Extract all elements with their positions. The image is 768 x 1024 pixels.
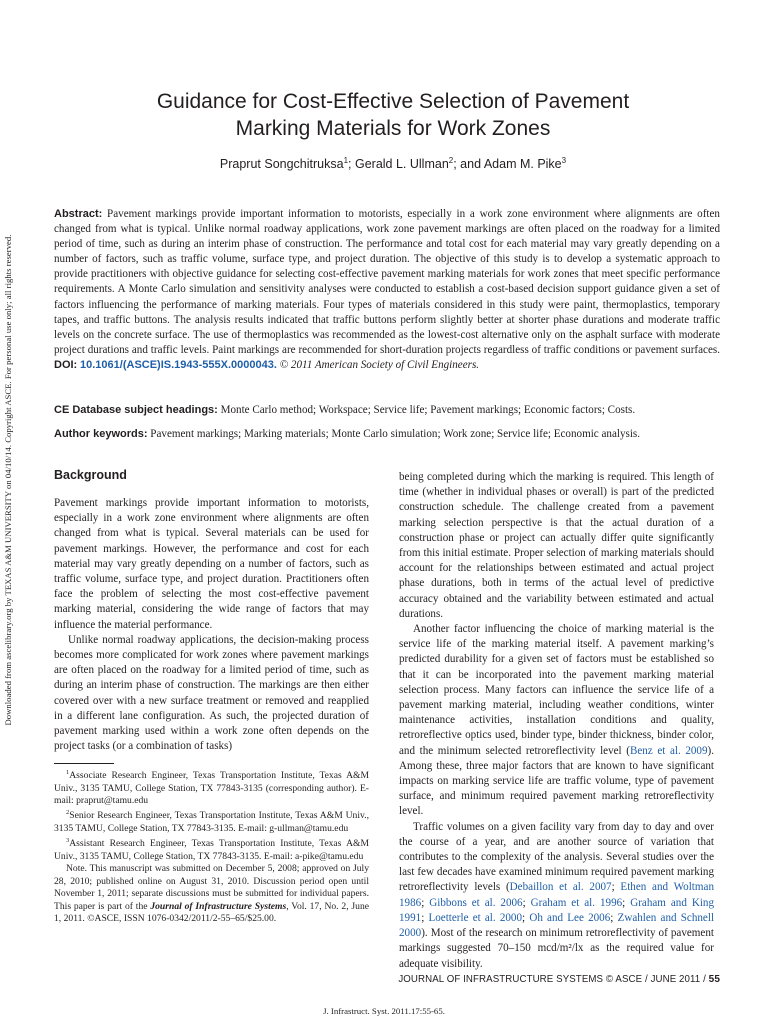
body-text: Another factor influencing the choice of marking material is the service life of the marking material itself. A pavement marking’s predicted durability for a given set of factors must be established so that it can be incorporated into the pavement marking material selection process. Many factors can influence the service life of a pavement marking material, including weather conditions, winter maintenance activities, installation conditions and quality, retroreflective optics used, binder type, binder thickness, binder color, and the minimum selected retroreflectivity level (: [399, 623, 714, 757]
citation-link[interactable]: Graham and King 1991: [399, 896, 715, 924]
download-watermark: [0, 200, 16, 760]
journal-name: Journal of Infrastructure Systems: [150, 900, 287, 912]
author-name: Gerald L. Ullman: [354, 157, 449, 172]
body-paragraph: [399, 622, 714, 820]
footnote-mark: 3: [66, 837, 70, 845]
footnote-mark: 1: [66, 769, 70, 776]
manuscript-note: [54, 863, 369, 925]
abstract-text: Pavement markings provide important information to motorists, especially in a work zone environment where alignments are often changed from what is typical. Unlike normal roadway applications, work zone pavement markings are often placed on the roadway for a limited period of time, such as during an interim phase of construction. The performance and total cost for each material may vary greatly depending on a number of factors, such as traffic volume, surface type, and project duration. The objective of this study is to develop a systematic approach to provide practitioners with objective guidance for selecting cost-effective pavement marking materials for work zones that meet specific performance requirements. A Monte Carlo simulation and sensitivity analyses were conducted to establish a cost-based decision support guidance given a set of factors influencing the performance of marking materials. Four types of materials considered in this study were paint, thermoplastics, temporary tapes, and traffic buttons. The analysis results indicated that traffic buttons perform slightly better at shorter phase durations and moderate traffic levels on the concrete surface. The use of thermoplastics was recommended as the lowest-cost alternative only on the asphalt surface with moderate project durations and traffic levels. Paint markings are recommended for short-duration projects regardless of traffic conditions or pavement surfaces.: [54, 208, 720, 356]
author-keywords: [54, 427, 720, 442]
doi-link[interactable]: 10.1061/(ASCE)IS.1943-555X.0000043.: [80, 358, 277, 371]
paper-title: [60, 88, 726, 142]
author-affiliation-mark: 2: [448, 156, 454, 165]
subject-headings: [54, 403, 720, 418]
page-number: 55: [708, 974, 720, 985]
footnote-2: [54, 807, 369, 835]
body-paragraph: being completed during which the marking is required. This length of time (whether in individual phases or overall) is part of the predicted construction schedule. The challenge created from a pavement marking selection perspective is that the actual duration of a construction phase or project can actually differ quite significantly from this initial estimate. Proper selection of marking materials should account for the relationships between estimated and actual project phase durations, both in terms of the actual level of predictive accuracy obtained and the variability between estimated and actual durations.: [399, 471, 714, 620]
body-text: ). Most of the research on minimum retroreflectivity of pavement markings suggested 70–150 mcd/m²/lx as the required value for adequate visibility.: [399, 927, 714, 970]
author-name: Adam M. Pike: [483, 157, 562, 172]
download-watermark-text: Downloaded from ascelibrary.org by TEXAS A&M UNIVERSITY on 04/10/14. Copyright ASCE. For personal use only; all rights reserved.: [3, 234, 13, 726]
footnote-3: [54, 835, 369, 863]
body-paragraph: [399, 820, 714, 972]
footnotes: [54, 767, 369, 925]
footnote-text: Associate Research Engineer, Texas Transportation Institute, Texas A&M Univ., 3135 TAMU, College Station, TX 77843-3135 (corresponding author). E-mail: praprut@tamu.edu: [54, 770, 369, 806]
citation-link[interactable]: Graham et al. 1996: [530, 896, 623, 909]
left-column: [54, 496, 369, 754]
citation-link[interactable]: Loetterle et al. 2000: [428, 911, 523, 924]
citation-separator: ;: [421, 911, 429, 924]
abstract-label: Abstract:: [54, 208, 103, 220]
body-text: ). Among these, three major factors that are known to have significant impacts on marking service life are traffic volume, type of pavement surface, and minimum required pavement marking retroreflectivity level.: [399, 744, 714, 818]
title-line-2: Marking Materials for Work Zones: [235, 117, 551, 140]
title-line-1: Guidance for Cost-Effective Selection of Pavement: [156, 90, 630, 113]
body-paragraph: Unlike normal roadway applications, the decision-making process becomes more complicated for work zones where pavement markings are often placed on the roadway for a limited period of time, such as during an interim phase of construction. The markings are then either covered over with a new surface treatment or removed and reapplied in a different lane configuration. As such, the projected duration of pavement marking used within a work zone often depends on the project tasks (or a combination of tasks): [54, 633, 369, 753]
author-affiliation-mark: 1: [343, 156, 349, 165]
doi-label: DOI:: [54, 358, 78, 371]
citation-link[interactable]: Ethen and Woltman 1986: [399, 881, 714, 909]
citation-separator: ;: [610, 911, 618, 924]
author-affiliation-mark: 3: [561, 156, 567, 165]
citation-link[interactable]: Debaillon et al. 2007: [509, 881, 612, 894]
citation-footer: J. Infrastruct. Syst. 2011.17:55-65.: [323, 1006, 445, 1016]
running-footer: [398, 974, 720, 985]
author-separator: ;: [348, 157, 355, 172]
right-column: [399, 470, 714, 972]
footnote-text: Senior Research Engineer, Texas Transportation Institute, Texas A&M Univ., 3135 TAMU, College Station, TX 77843-3135. E-mail: g-ullman@tamu.edu: [54, 810, 369, 834]
author-keywords-label: Author keywords:: [54, 428, 148, 440]
body-paragraph: Pavement markings provide important information to motorists, especially in a work zone environment where alignments are often changed from what is typical. Several materials can be used for pavement markings. However, the performance and cost for each material may vary greatly depending on a number of factors, such as traffic volume, surface type, and project duration. Practitioners often face the problem of selecting the most cost-effective pavement marking material, considering the wide range of factors that may influence the material performance.: [54, 497, 369, 631]
citation-link[interactable]: Benz et al. 2009: [629, 744, 708, 757]
footnote-divider: [54, 763, 114, 764]
citation-link[interactable]: Oh and Lee 2006: [529, 911, 611, 924]
manuscript-note-text: , Vol. 17, No. 2, June 1, 2011. ©ASCE, ISSN 1076-0342/2011/2-55–65/$25.00.: [54, 900, 370, 925]
author-separator: ; and: [453, 157, 484, 172]
citation-separator: ;: [522, 896, 531, 909]
section-heading-background: Background: [54, 468, 127, 482]
citation-separator: ;: [421, 896, 430, 909]
author-list: [60, 156, 726, 171]
abstract: [54, 207, 720, 373]
citation-link[interactable]: Gibbons et al. 2006: [429, 896, 523, 909]
manuscript-note-text: Note. This manuscript was submitted on December 5, 2008; approved on July 28, 2010; published online on August 31, 2010. Discussion period open until November 1, 2011; separate discussions must be submitted for individual papers. This paper is part of the: [54, 863, 369, 912]
footnote-text: Assistant Research Engineer, Texas Transportation Institute, Texas A&M Univ., 3135 TAMU, College Station, TX 77843-3135. E-mail: a-pike@tamu.edu: [54, 838, 369, 862]
footnote-1: [54, 767, 369, 807]
copyright-notice: © 2011 American Society of Civil Engineers.: [279, 358, 480, 371]
author-name: Praprut Songchitruksa: [219, 157, 344, 172]
body-text: Traffic volumes on a given facility vary from day to day and over the course of a year, and are another source of variation that contributes to the complexity of the analysis. Several studies over the last few decades have examined minimum required pavement marking retroreflectivity levels (: [399, 820, 714, 894]
footnote-mark: 2: [66, 809, 70, 817]
subject-headings-label: CE Database subject headings:: [54, 404, 218, 416]
citation-link[interactable]: Zwahlen and Schnell 2000: [399, 911, 715, 940]
footer-journal-text: JOURNAL OF INFRASTRUCTURE SYSTEMS © ASCE / JUNE 2011 /: [398, 974, 709, 985]
citation-separator: ;: [622, 896, 631, 909]
citation-separator: ;: [522, 911, 530, 924]
citation-separator: ;: [611, 881, 621, 894]
author-keywords-text: Pavement markings; Marking materials; Monte Carlo simulation; Work zone; Service life; Economic analysis.: [150, 428, 640, 440]
subject-headings-text: Monte Carlo method; Workspace; Service life; Pavement markings; Economic factors; Costs.: [220, 404, 636, 416]
